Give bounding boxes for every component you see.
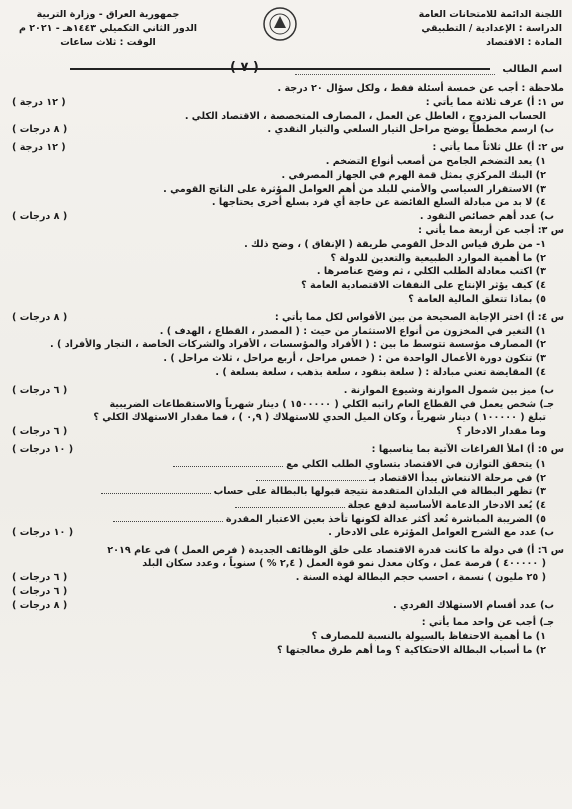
line-text: ب) ارسم مخططاً يوضح مراحل التيار السلعي والتيار النقدي . bbox=[267, 124, 554, 136]
exam-line bbox=[8, 571, 564, 585]
line-text: ٣) تتكون دورة الأعمال الواحدة من : ( خمس مراحل ، أربع مراحل ، ثلاث مراحل ) . bbox=[163, 353, 546, 365]
header-left bbox=[18, 8, 198, 50]
line-text: ( ٤٠٠٠٠٠ ) فرصة عمل ، وكان معدل نمو قوة العمل ( ٢,٤ % ) سنوياً ، وعدد سكان البلد bbox=[142, 558, 546, 570]
line-text: س ٥: أ) املأ الفراغات الآتية بما يناسبها : bbox=[371, 443, 564, 455]
marks-label: ( ١٠ درجات ) bbox=[12, 526, 74, 538]
line-text: س ٢: أ) علل ثلاثاً مما يأتي : bbox=[432, 142, 564, 154]
exam-line bbox=[8, 630, 564, 644]
exam-line bbox=[8, 265, 564, 279]
line-text: وما مقدار الادخار ؟ bbox=[456, 426, 546, 438]
marks-label: ( ٨ درجات ) bbox=[12, 311, 68, 323]
header-rule bbox=[70, 68, 490, 70]
page-number: ( ٧ ) bbox=[230, 60, 259, 75]
line-text: ٣) تظهر البطالة في البلدان المتقدمة نتيجة قبولها بالبطالة على حساب bbox=[213, 486, 546, 498]
question-line bbox=[8, 141, 564, 155]
exam-line bbox=[8, 457, 564, 471]
marks-label: ( ٦ درجات ) bbox=[12, 572, 68, 584]
exam-line bbox=[8, 498, 564, 512]
line-text: الحساب المزدوج ، العاطل عن العمل ، المصارف المتخصصة ، الاقتصاد الكلي . bbox=[184, 110, 546, 122]
question-line bbox=[8, 544, 564, 558]
line-text: ب) عدد أقسام الاستهلاك الفردي . bbox=[392, 599, 554, 611]
exam-line bbox=[8, 196, 564, 210]
line-text: س ٦: أ) في دولة ما كانت قدرة الاقتصاد على خلق الوظائف الجديدة ( فرص العمل ) في عام ٢٠١٩ bbox=[107, 544, 564, 556]
exam-questions bbox=[8, 82, 564, 658]
marks-label: ( ٨ درجات ) bbox=[12, 124, 68, 136]
exam-line bbox=[8, 238, 564, 252]
line-text: ( ٢٥ مليون ) نسمة ، احسب حجم البطالة لهذه السنة . bbox=[295, 572, 546, 584]
exam-line bbox=[8, 425, 564, 439]
line-text: ٤) كيف يؤثر الإنتاج على النفقات الاقتصادية العامة ؟ bbox=[301, 280, 546, 292]
marks-label: ( ٦ درجات ) bbox=[12, 426, 68, 438]
exam-line bbox=[8, 411, 564, 425]
line-text: س ١: أ) عرف ثلاثة مما يأتي : bbox=[425, 96, 564, 108]
fill-blank bbox=[235, 498, 345, 508]
exam-line bbox=[8, 585, 564, 599]
line-text: ٢) ما أهمية الموارد الطبيعية والتعدين للدولة ؟ bbox=[330, 252, 546, 264]
line-text: ب) عدد أهم خصائص النقود . bbox=[419, 211, 554, 223]
exam-line bbox=[8, 644, 564, 658]
subject-line: المادة : الاقتصاد bbox=[486, 37, 562, 48]
line-text: ٣) الاستقرار السياسي والأمني للبلد من أهم العوامل المؤثرة على الناتج القومي . bbox=[163, 183, 546, 195]
line-text: جـ) أجب عن واحد مما يأتي : bbox=[421, 617, 554, 629]
line-text: جـ) شخص يعمل في القطاع العام راتبه الكلي ( ١٥٠٠٠٠٠ ) دينار شهرياً والاستقطاعات الضريبية bbox=[109, 398, 554, 410]
line-text: ١) التغير في المخزون من أنواع الاستثمار من حيث : ( المصدر ، القطاع ، الهدف ) . bbox=[159, 325, 546, 337]
exam-line bbox=[8, 325, 564, 339]
fill-blank bbox=[173, 457, 283, 467]
exam-line bbox=[8, 338, 564, 352]
line-text: س ٣: أجب عن أربعة مما يأتي : bbox=[418, 224, 564, 236]
question-line bbox=[8, 311, 564, 325]
study-line: الدراسة : الإعدادية / التطبيقي bbox=[421, 23, 562, 34]
line-text: ١) يعد التضخم الجامح من أصعب أنواع التضخم . bbox=[325, 155, 546, 167]
ministry-line: جمهورية العراق - وزارة التربية bbox=[36, 9, 180, 20]
fill-blank bbox=[256, 471, 366, 481]
student-name-blank bbox=[295, 74, 495, 75]
exam-line bbox=[8, 616, 564, 630]
committee-line: اللجنة الدائمة للامتحانات العامة bbox=[418, 9, 562, 20]
student-name-label: اسم الطالب bbox=[502, 64, 562, 75]
exam-line bbox=[8, 279, 564, 293]
question-line bbox=[8, 96, 564, 110]
exam-line bbox=[8, 252, 564, 266]
exam-line bbox=[8, 471, 564, 485]
exam-line bbox=[8, 183, 564, 197]
exam-line bbox=[8, 512, 564, 526]
line-text: ٤) المقايضة تعني مبادلة : ( سلعة بنقود ، سلعة بذهب ، سلعة بسلعة ) . bbox=[215, 366, 546, 378]
line-text: س ٤: أ) اختر الإجابة الصحيحة من بين الأقواس لكل مما يأتي : bbox=[274, 311, 564, 323]
line-text: ١) ما أهمية الاحتفاظ بالسيولة بالنسبة للمصارف ؟ bbox=[311, 631, 546, 643]
line-text: ٢) ما أسباب البطالة الاحتكاكية ؟ وما أهم طرق معالجتها ؟ bbox=[276, 645, 546, 657]
exam-line bbox=[8, 557, 564, 571]
marks-label: ( ٦ درجات ) bbox=[12, 585, 68, 597]
line-text: ٥) بماذا تتعلق المالية العامة ؟ bbox=[408, 293, 546, 305]
line-text: ب) عدد مع الشرح العوامل المؤثرة على الادخار . bbox=[328, 526, 554, 538]
line-text: تبلغ ( ١٠٠٠٠٠ ) دينار شهرياً ، وكان الميل الحدي للاستهلاك ( ٠,٩ ) ، فما مقدار الاستهلاك الكلي ؟ bbox=[93, 412, 546, 424]
question-line bbox=[8, 82, 564, 96]
session-line: الدور الثاني التكميلي ١٤٤٣هـ - ٢٠٢١ م bbox=[18, 23, 198, 34]
line-text: ١) يتحقق التوازن في الاقتصاد بتساوي الطلب الكلي مع bbox=[286, 458, 546, 470]
ministry-seal-icon bbox=[262, 6, 298, 42]
line-text: ١- من طرق قياس الدخل القومي طريقة ( الإنفاق ) ، وضح ذلك . bbox=[244, 238, 546, 250]
line-text: ٢) البنك المركزي يمثل قمة الهرم في الجهاز المصرفي . bbox=[281, 169, 546, 181]
exam-line bbox=[8, 484, 564, 498]
marks-label: ( ١٠ درجات ) bbox=[12, 443, 74, 455]
exam-line bbox=[8, 398, 564, 412]
marks-label: ( ١٢ درجة ) bbox=[12, 96, 66, 108]
marks-label: ( ٨ درجات ) bbox=[12, 211, 68, 223]
line-text: ٣) اكتب معادلة الطلب الكلي ، ثم وضح عناصرها . bbox=[316, 266, 546, 278]
exam-line bbox=[8, 155, 564, 169]
line-text: ٢) المصارف مؤسسة تتوسط ما بين : ( الأفراد والمؤسسات ، الأفراد والشركات الخاصة ، التجار والأفراد ) . bbox=[50, 339, 546, 351]
exam-line bbox=[8, 293, 564, 307]
marks-label: ( ٦ درجات ) bbox=[12, 384, 68, 396]
exam-line bbox=[8, 366, 564, 380]
exam-line bbox=[8, 169, 564, 183]
fill-blank bbox=[101, 484, 211, 494]
line-text: ٤) يُعد الادخار الدعامة الأساسية لدفع عجلة bbox=[347, 500, 546, 512]
exam-line bbox=[8, 210, 564, 224]
header-right bbox=[402, 8, 562, 50]
line-text: ملاحظة : أجب عن خمسة أسئلة فقط ، ولكل سؤال ٢٠ درجة . bbox=[277, 83, 564, 94]
time-line: الوقت : ثلاث ساعات bbox=[60, 37, 156, 48]
line-text: ب) ميز بين شمول الموازنة وشيوع الموازنة . bbox=[343, 384, 554, 396]
line-text: ٤) لا بد من مبادلة السلع الفائضة عن حاجة أي فرد بسلع أخرى يحتاجها . bbox=[211, 197, 546, 209]
exam-line bbox=[8, 384, 564, 398]
question-line bbox=[8, 224, 564, 238]
exam-line bbox=[8, 110, 564, 124]
exam-line bbox=[8, 352, 564, 366]
marks-label: ( ١٢ درجة ) bbox=[12, 142, 66, 154]
exam-line bbox=[8, 599, 564, 613]
question-line bbox=[8, 443, 564, 457]
exam-line bbox=[8, 526, 564, 540]
marks-label: ( ٨ درجات ) bbox=[12, 599, 68, 611]
line-text: ٢) في مرحلة الانتعاش يبدأ الاقتصاد بـ bbox=[369, 472, 546, 484]
exam-line bbox=[8, 123, 564, 137]
line-text: ٥) الضريبة المباشرة تُعد أكثر عدالة لكونها تأخذ بعين الاعتبار المقدرة bbox=[225, 513, 546, 525]
fill-blank bbox=[113, 512, 223, 522]
